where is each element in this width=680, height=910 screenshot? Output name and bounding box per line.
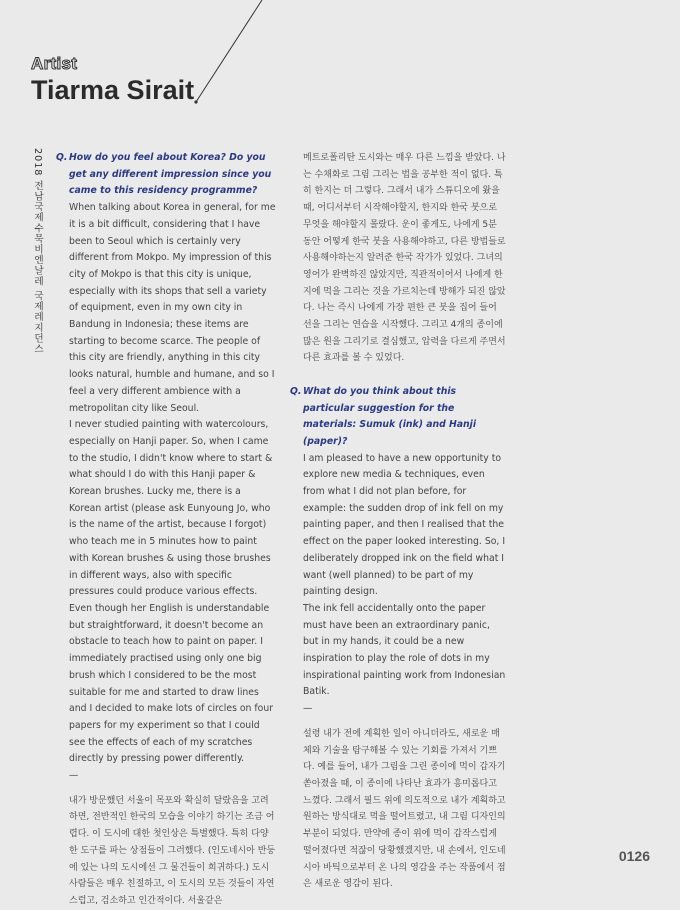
- vertical-event-label: 2018 전남국제수묵비엔날레 국제레지던스: [32, 148, 43, 355]
- article-header: [31, 54, 194, 106]
- question-mark-label: Q.: [56, 152, 68, 163]
- question-1: [56, 150, 276, 200]
- page-number: 0126: [618, 848, 650, 864]
- artist-name: Tiarma Sirait: [31, 75, 195, 105]
- answer-paragraph-2: The ink fell accidentally onto the paper must have been an extraordinary panic, but in my hands, it could be a new inspiration to play the role of dots in my inspirational painting work from Indonesian Batik.: [303, 602, 506, 698]
- question-mark-label: Q.: [290, 385, 302, 397]
- separator-dash: —: [69, 770, 79, 782]
- korean-paragraph: 설령 내가 전에 계획한 일이 아니더라도, 새로운 매체와 기술을 탐구해볼 수 있는 기회를 가져서 기쁘다. 예를 들어, 내가 그림을 그린 종이에 먹이 갑자기 쏟아졌을 때, 이 종이에 나타난 효과가 흥미롭다고 느꼈다. 그래서 필드 위에 의도적으로 내가 계획하고 원하는 방식대로 먹을 떨어트렸고, 내 그림 디자인의 부분이 되었다. 만약에 종이 위에 먹이 갑작스럽게 떨어졌다면 적잖이 당황했겠지만, 내 손에서, 인도네시아 바틱으로부터 온 나의 영감을 주는 작품에서 점은 새로운 영감이 된다.: [303, 728, 506, 890]
- category-label: Artist: [31, 54, 78, 73]
- answer-paragraph-1: I am pleased to have a new opportunity to explore new media & techniques, even from what I did not plan before, for example: the sudden drop of ink fell on my painting paper, and then I realised that the effect on the paper looked interesting. So, I deliberately dropped ink on the field what I want (well planned) to be part of my painting design.: [303, 452, 506, 598]
- left-column: [56, 150, 276, 910]
- question-2: [290, 384, 508, 451]
- right-column: [290, 150, 508, 893]
- korean-paragraph: 내가 방문했던 서울이 목포와 확실히 달랐음을 고려하면, 전반적인 한국의 모습을 이야기 하기는 조금 어렵다. 이 도시에 대한 첫인상은 특별했다. 특히 다양한 도구를 파는 상점들이 그러했다. (인도네시아 반둥에 있는 나의 도시에선 그 물건들이 희귀하다.) 도시 사람들은 매우 친절하고, 이 도시의 모든 것들이 자연스럽고, 검소하고 인간적이다. 서울같은: [69, 795, 276, 906]
- separator-dash: —: [303, 703, 313, 715]
- answer-paragraph-2: I never studied painting with watercolours, especially on Hanji paper. So, when I came to the studio, I didn't know where to start & what should I do with this Hanji paper & Korean brushes. Lucky me, there is a Korean artist (please ask Eunyoung Jo, who is the name of the artist, because I forgot) who teach me in 5 minutes how to paint with Korean brushes & using those brushes in different ways, also with specific pressures could produce various effects. Even though her English is understandable but straightforward, it doesn't become an obstacle to teach how to paint on paper. I immediately practised using only one big brush which I considered to be the most suitable for me and started to draw lines and I decided to make lots of circles on four papers for my experiment so that I could see the effects of each of my scratches directly by pressing power differently.: [69, 419, 274, 765]
- question-text: What do you think about this particular suggestion for the materials: Sumuk (ink) and Hanji (paper)?: [303, 385, 477, 447]
- korean-paragraph-continued: 메트로폴리탄 도시와는 매우 다른 느낌을 받았다. 나는 수채화로 그림 그리는 법을 공부한 적이 없다. 특히 한지는 더 그렇다. 그래서 내가 스튜디오에 왔을 때, 어디서부터 시작해야할지, 한지와 한국 붓으로 무엇을 해야할지 몰랐다. 운이 좋게도, 나에게 5분 동안 어떻게 한국 붓을 사용해야하고, 다른 방법들로 사용해야하는지 알려준 한국 작가가 있었다. 그녀의 영어가 완벽하진 않았지만, 직관적이어서 나에게 한지에 먹을 그리는 것을 가르치는데 방해가 되진 않았다. 나는 즉시 나에게 가장 편한 큰 붓을 집어 들어 선을 그리는 연습을 시작했다. 그리고 4개의 종이에 많은 원을 그리기로 결심했고, 압력을 다르게 주면서 다른 효과를 볼 수 있었다.: [303, 153, 506, 364]
- question-text: How do you feel about Korea? Do you get any different impression since you came to this residency programme?: [69, 152, 272, 197]
- answer-paragraph-1: When talking about Korea in general, for me it is a bit difficult, considering that I have been to Seoul which is certainly very different from Mokpo. My impression of this city of Mokpo is that this city is unique, especially with its shops that sell a variety of equipment, even in my own city in Bandung in Indonesia; these items are starting to become scarce. The people of this city are friendly, anything in this city looks natural, humble and humane, and so I feel a very different ambience with a metropolitan city like Seoul.: [69, 202, 276, 414]
